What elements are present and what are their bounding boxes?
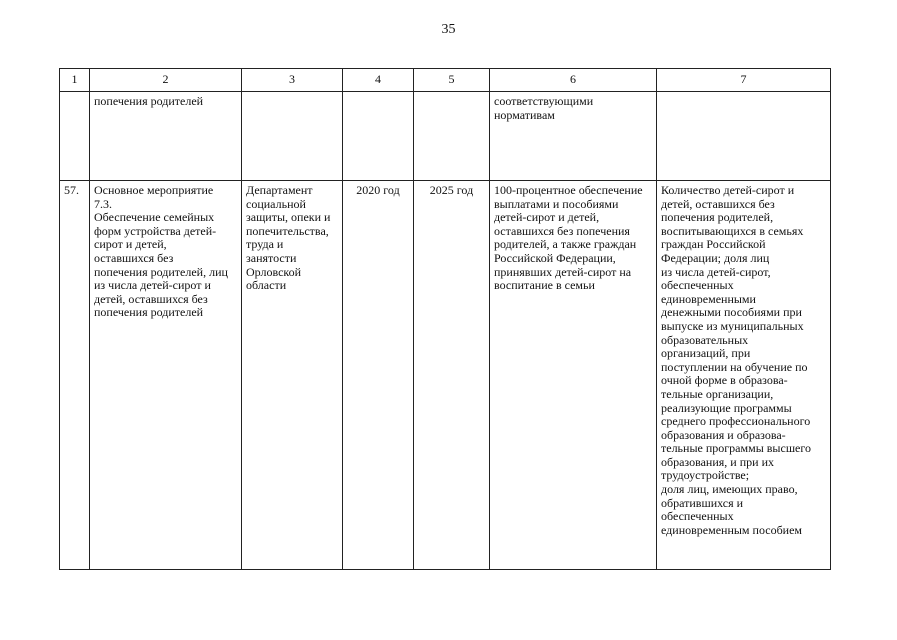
indicator-line: очной форме в образова- bbox=[661, 373, 788, 388]
page-number: 35 bbox=[441, 22, 456, 37]
indicator-line: граждан Российской bbox=[661, 237, 766, 252]
activity-line: оставшихся без bbox=[94, 250, 174, 265]
activity-line: из числа детей-сирот и bbox=[94, 278, 211, 293]
activity-line: Основное мероприятие bbox=[94, 183, 214, 197]
indicator-line: попечения родителей, bbox=[661, 210, 774, 225]
header-col-6: 6 bbox=[490, 69, 657, 92]
indicator-line: среднего профессионального bbox=[661, 414, 811, 429]
cont-cell-3 bbox=[242, 92, 343, 181]
header-row bbox=[60, 69, 831, 92]
indicator-line: реализующие программы bbox=[661, 400, 792, 415]
indicator-line: тельные программы высшего bbox=[661, 441, 812, 456]
result-line: оставшихся без попечения bbox=[494, 223, 630, 238]
indicator-line: детей, оставшихся без bbox=[661, 196, 775, 211]
executor-cell bbox=[242, 181, 343, 570]
cont-cell-6 bbox=[490, 92, 657, 181]
indicator-line: поступлении на обучение по bbox=[661, 359, 808, 374]
result-cell bbox=[490, 181, 657, 570]
indicator-cell bbox=[657, 181, 831, 570]
result-line: детей-сирот и детей, bbox=[494, 210, 600, 225]
indicator-line: доля лиц, имеющих право, bbox=[661, 482, 798, 497]
cont-cell-5 bbox=[414, 92, 490, 181]
program-table bbox=[59, 68, 831, 570]
activity-cell bbox=[90, 181, 242, 570]
indicator-line: выпуске из муниципальных bbox=[661, 318, 804, 333]
header-col-5: 5 bbox=[414, 69, 490, 92]
activity-line: сирот и детей, bbox=[94, 237, 167, 252]
indicator-line: обеспеченных bbox=[661, 278, 734, 293]
executor-line: Орловской bbox=[246, 264, 302, 279]
indicator-line: денежными пособиями при bbox=[661, 305, 802, 320]
cont-text-line: попечения родителей bbox=[94, 94, 204, 108]
executor-line: области bbox=[246, 278, 287, 293]
result-line: выплатами и пособиями bbox=[494, 196, 619, 211]
cont-cell-1 bbox=[60, 92, 90, 181]
indicator-line: тельные организации, bbox=[661, 386, 774, 401]
indicator-line: единовременным пособием bbox=[661, 522, 803, 537]
table-row-57 bbox=[60, 181, 831, 570]
continuation-row bbox=[60, 92, 831, 181]
executor-line: труда и bbox=[246, 237, 284, 252]
result-line: Российской Федерации, bbox=[494, 250, 616, 265]
indicator-line: единовременными bbox=[661, 291, 756, 306]
result-line: родителей, а также граждан bbox=[494, 237, 637, 252]
header-col-1: 1 bbox=[60, 69, 90, 92]
indicator-line: трудоустройстве; bbox=[661, 468, 750, 483]
result-line: принявших детей-сирот на bbox=[494, 264, 632, 279]
activity-line: Обеспечение семейных bbox=[94, 210, 215, 225]
executor-line: Департамент bbox=[246, 183, 313, 197]
header-col-3: 3 bbox=[242, 69, 343, 92]
activity-line: детей, оставшихся без bbox=[94, 291, 208, 306]
indicator-line: Количество детей-сирот и bbox=[661, 183, 795, 197]
indicator-line: из числа детей-сирот, bbox=[661, 264, 771, 279]
cont-text-line: соответствующими bbox=[494, 94, 594, 108]
start-year-cell: 2020 год bbox=[343, 181, 414, 570]
result-line: воспитание в семьи bbox=[494, 278, 595, 293]
activity-line: форм устройства детей- bbox=[94, 223, 217, 238]
indicator-line: обратившихся и bbox=[661, 495, 744, 510]
row-number: 57. bbox=[60, 181, 90, 570]
indicator-line: организаций, при bbox=[661, 346, 751, 361]
indicator-line: воспитывающихся в семьях bbox=[661, 223, 804, 238]
executor-line: занятости bbox=[246, 250, 297, 265]
cont-text-line: нормативам bbox=[494, 107, 555, 122]
activity-line: 7.3. bbox=[94, 196, 112, 211]
header-col-2: 2 bbox=[90, 69, 242, 92]
end-year-cell: 2025 год bbox=[414, 181, 490, 570]
cont-cell-7 bbox=[657, 92, 831, 181]
indicator-line: Федерации; доля лиц bbox=[661, 250, 770, 265]
result-line: 100-процентное обеспечение bbox=[494, 183, 643, 197]
indicator-line: образовательных bbox=[661, 332, 749, 347]
executor-line: социальной bbox=[246, 196, 306, 211]
cont-cell-4 bbox=[343, 92, 414, 181]
cont-cell-2 bbox=[90, 92, 242, 181]
indicator-line: образования, и при их bbox=[661, 454, 774, 469]
executor-line: защиты, опеки и bbox=[246, 210, 331, 225]
indicator-line: обеспеченных bbox=[661, 509, 734, 524]
header-col-7: 7 bbox=[657, 69, 831, 92]
indicator-line: образования и образова- bbox=[661, 427, 786, 442]
activity-line: попечения родителей bbox=[94, 305, 204, 320]
header-col-4: 4 bbox=[343, 69, 414, 92]
activity-line: попечения родителей, лиц bbox=[94, 264, 228, 279]
executor-line: попечительства, bbox=[246, 223, 329, 238]
